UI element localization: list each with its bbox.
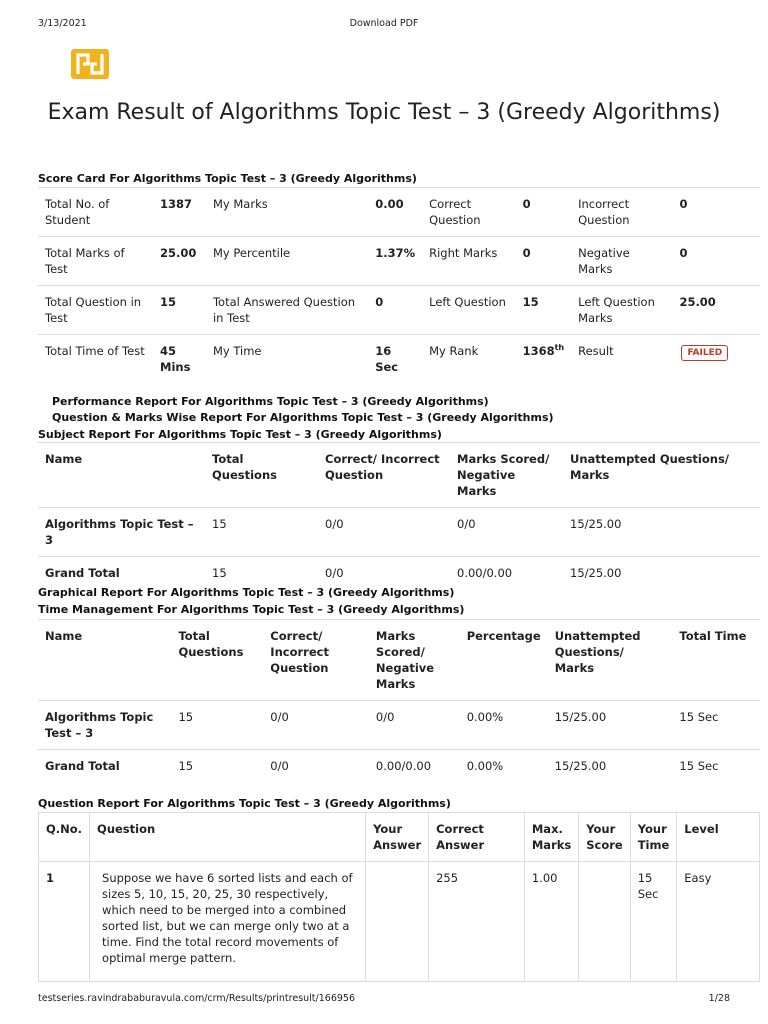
scorecard-value: 1387 [160,197,193,211]
table-cell: 0/0 [270,759,289,773]
column-header: Name [45,452,83,466]
table-header-row [39,813,760,862]
column-header: Your Answer [366,813,429,862]
scorecard-label: My Percentile [212,246,291,260]
status-badge: FAILED [681,345,728,361]
scorecard-label: Total Answered Question in Test [212,295,356,325]
scorecard-value: 0.00 [375,197,404,211]
table-cell: 0/0 [325,566,344,580]
table-cell: 15 Sec [679,710,719,724]
table-cell: 15/25.00 [570,517,622,531]
column-header: Your Score [579,813,630,862]
scorecard-label: Correct Question [429,197,481,227]
graphical-report-heading: Graphical Report For Algorithms Topic Test – 3 (Greedy Algorithms) [38,586,455,599]
table-row [38,286,760,335]
rank-number: 1368 [522,344,555,358]
subject-report-table [38,442,760,589]
time-management-heading: Time Management For Algorithms Topic Test – 3 (Greedy Algorithms) [38,603,465,616]
page-number: 1/28 [708,993,730,1004]
scorecard-label: My Rank [429,344,479,358]
column-header: Name [45,629,83,643]
page-url: testseries.ravindrababuravula.com/crm/Results/printresult/166956 [38,993,355,1004]
grand-total-label: Grand Total [45,566,120,580]
table-row [38,557,760,590]
table-row [39,862,760,982]
scorecard-label: Result [578,344,614,358]
scorecard-label: Total Marks of Test [45,246,125,276]
column-header: Q.No. [39,813,90,862]
scorecard-value: 1.37% [375,246,416,260]
scorecard-value: 45 Mins [160,344,191,374]
scorecard-value: 15 [160,295,177,309]
scorecard-value: 0 [679,197,688,211]
column-header: Correct/ Incorrect Question [325,452,440,482]
scorecard-heading: Score Card For Algorithms Topic Test – 3 (Greedy Algorithms) [38,172,417,185]
table-row [38,237,760,286]
column-header: Correct/ Incorrect Question [270,629,329,675]
column-header: Total Questions [212,452,277,482]
table-cell: 0.00/0.00 [375,759,432,773]
table-row [38,750,760,783]
column-header: Marks Scored/ Negative Marks [375,629,435,691]
scorecard-value: 0 [522,197,531,211]
scorecard-value: 25.00 [679,295,716,309]
scorecard-label: My Time [212,344,262,358]
grand-total-label: Grand Total [45,759,120,773]
table-header-row [38,620,760,701]
your-score [579,862,630,982]
table-cell: 15 [212,566,227,580]
scorecard-value: 15 [522,295,539,309]
question-text: Suppose we have 6 sorted lists and each of sizes 5, 10, 15, 20, 25, 30 respectively, which need to be merged into a combined sorted list, but we can merge only two at a time. Find the total record movements of optimal merge pattern. [90,862,366,982]
subject-name: Algorithms Topic Test – 3 [45,517,194,547]
testseries-logo-icon [71,49,109,79]
table-cell: 0/0 [270,710,289,724]
table-cell: 15/25.00 [570,566,622,580]
table-header-row [38,443,760,508]
scorecard-value: 0 [522,246,531,260]
column-header: Question [90,813,366,862]
table-cell: 0/0 [375,710,395,724]
your-time: 15 Sec [630,862,677,982]
correct-answer: 255 [429,862,525,982]
table-cell: 0/0 [457,517,476,531]
column-header: Percentage [466,629,541,643]
scorecard-label: Total Time of Test [45,344,145,358]
question-report-table [38,812,760,982]
question-number: 1 [39,862,90,982]
question-marks-heading: Question & Marks Wise Report For Algorithms Topic Test – 3 (Greedy Algorithms) [52,411,554,424]
table-cell: 15 [212,517,227,531]
column-header: Total Time [679,629,747,643]
table-cell: 15 Sec [679,759,719,773]
column-header: Marks Scored/ Negative Marks [457,452,550,498]
max-marks: 1.00 [524,862,578,982]
column-header: Unattempted Questions/ Marks [554,629,641,675]
table-cell: 0.00/0.00 [457,566,513,580]
column-header: Total Questions [178,629,244,659]
rank-suffix: th [554,343,565,353]
column-header: Correct Answer [429,813,525,862]
performance-heading: Performance Report For Algorithms Topic Test – 3 (Greedy Algorithms) [52,395,489,408]
subject-name: Algorithms Topic Test – 3 [45,710,154,740]
scorecard-label: Incorrect Question [578,197,630,227]
your-answer [366,862,429,982]
page-title: Exam Result of Algorithms Topic Test – 3 (Greedy Algorithms) [47,100,721,125]
print-date: 3/13/2021 [38,18,87,29]
scorecard-label: Total No. of Student [45,197,110,227]
table-cell: 15/25.00 [554,710,607,724]
table-row [38,508,760,557]
table-cell: 15 [178,710,194,724]
scorecard-value: 25.00 [160,246,197,260]
table-cell: 0.00% [466,759,504,773]
scorecard-label: Left Question Marks [578,295,655,325]
scorecard-label: Total Question in Test [45,295,142,325]
scorecard-label: Negative Marks [578,246,630,276]
subject-report-heading: Subject Report For Algorithms Topic Test – 3 (Greedy Algorithms) [38,428,442,441]
scorecard-value: 0 [375,295,384,309]
table-cell: 0.00% [466,710,504,724]
question-level: Easy [677,862,760,982]
table-row [38,335,760,384]
print-header [0,18,768,32]
scorecard-value: 0 [679,246,688,260]
column-header: Unattempted Questions/ Marks [570,452,730,482]
scorecard-label: My Marks [212,197,268,211]
column-header: Max. Marks [524,813,578,862]
result-cell [672,335,760,384]
table-row [38,701,760,750]
scorecard-label: Right Marks [429,246,498,260]
scorecard-value: 16 Sec [375,344,399,374]
print-title: Download PDF [349,18,419,29]
scorecard-table [38,187,760,383]
question-report-heading: Question Report For Algorithms Topic Test – 3 (Greedy Algorithms) [38,797,451,810]
table-row [38,188,760,237]
table-cell: 0/0 [325,517,344,531]
table-cell: 15 [178,759,194,773]
table-cell: 15/25.00 [554,759,607,773]
scorecard-label: Left Question [429,295,506,309]
my-rank-value [516,335,572,384]
column-header: Level [677,813,760,862]
time-management-table [38,619,760,782]
column-header: Your Time [630,813,677,862]
